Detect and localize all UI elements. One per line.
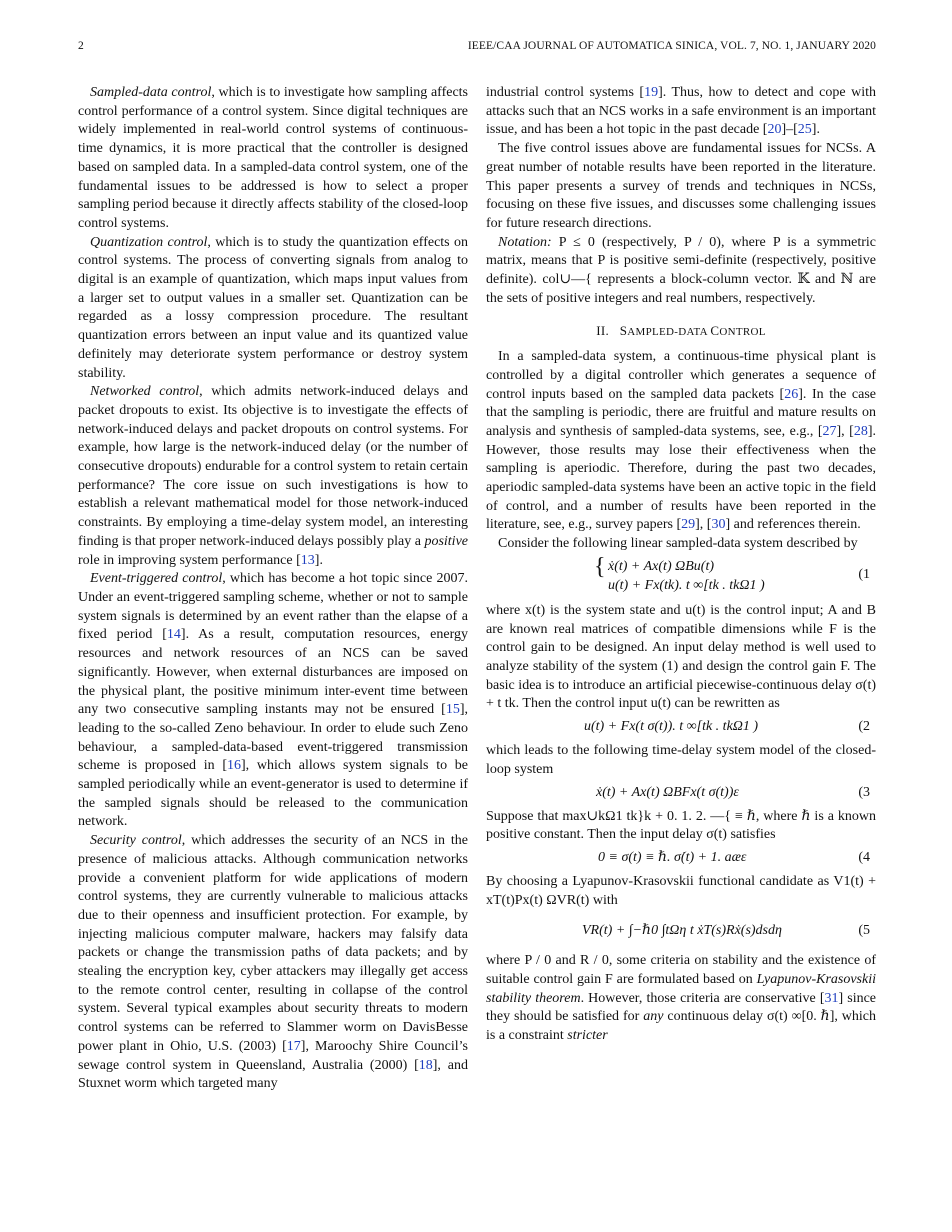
paragraph-sampled-data: Sampled-data control, which is to investigate how sampling affects control performance of a control system. Since digital techniques are widely implemented in real-world control systems of continuous-time dynamics, it is more practical that the controller is designed based on sampled data. In a sampled-data control system, one of the fundamental issues to be addressed is how to select a proper sampling period because it directly affects stability of the closed-loop control systems. (78, 85, 468, 231)
citation-link[interactable]: 14 (166, 627, 181, 643)
left-column (78, 84, 468, 1094)
citation-link[interactable]: 18 (418, 1057, 433, 1073)
equation-5: VR(t) + ∫−ℏ0 ∫tΩη t ẋT(s)Rẋ(s)dsdη (5 (486, 914, 876, 948)
citation-link[interactable]: 26 (784, 386, 799, 402)
journal-title: IEEE/CAA JOURNAL OF AUTOMATICA SINICA, VOL. 7, NO. 1, JANUARY 2020 (467, 40, 876, 52)
paragraph-five-issues: The five control issues above are fundamental issues for NCSs. A great number of notable results have been reported in the literature. This paper presents a survey of trends and techniques in NCSs, focusing on these five issues, and discusses some challenging issues for future research directions. (486, 141, 876, 231)
page-number: 2 (78, 40, 84, 52)
citation-link[interactable]: 27 (822, 423, 837, 439)
paragraph-sampled-intro: In a sampled-data system, a continuous-time physical plant is controlled by a digital controller which generates a sequence of control inputs based on the sampled data packets [26]. In the case that the sampling is periodic, there are fruitful and mature results on analysis and synthesis of sampled-data systems, see, e.g., [27], [28]. However, those results may lose their effectiveness when the sampling is aperiodic. Therefore, during the past two decades, aperiodic sampled-data systems have been an active topic in the field of control, and a number of results have been reported in the literature, see, e.g., survey papers [29], [30] and references therein. (486, 349, 877, 533)
right-column (486, 84, 876, 1046)
paragraph-continuation: industrial control systems [19]. Thus, how to detect and cope with attacks such that an NCS works in a safe environment is an important issue, and has been a hot topic in the past decade [20]–[25]. (486, 85, 876, 138)
paragraph-notation: Notation: P ≤ 0 (respectively, P / 0), where P is a symmetric matrix, means that P is positive semi-definite (respectively, positive definite). col∪—{ represents a block-column vector. 𝕂 and ℕ are the sets of positive integers and real numbers, respectively. (486, 234, 876, 306)
equation-brace: { (594, 553, 606, 580)
paragraph-event-triggered: Event-triggered control, which has become a hot topic since 2007. Under an event-triggered sampling scheme, whether or not to sample system signals is determined by an event rather than the elapse of a fixed period [14]. As a result, computation resources, energy resources and network resources of an NCS can be saved significantly. However, when external disturbances are imposed on the physical plant, the positive minimum inter-event time between any two consecutive sampling instants may not be ensured [15], leading to the so-called Zeno behaviour. In order to elude such Zeno behaviour, a sampled-data-based event-triggered transmission scheme is proposed in [16], which allows system signals to be sampled periodically while an event-generator is used to determine if the sampled signals should be released to the communication network. (78, 571, 469, 830)
citation-link[interactable]: 15 (445, 702, 460, 718)
citation-link[interactable]: 16 (227, 758, 241, 774)
paragraph-consider: Consider the following linear sampled-data system described by (498, 536, 858, 552)
paragraph-networked: Networked control, which admits network-induced delays and packet dropouts to exist. Its objective is to investigate the effects of network-induced delays and packet dropouts on control systems. For example, how large is the network-induced delay (or the number of consecutive dropouts) endurable for a control system to retain certain performance? The core issue on such investigations is how to establish a relevant mathematical model for those network-induced constraints. By employing a time-delay system model, an interesting finding is that proper network-induced delays possibly play a positive role in improving system performance [13]. (78, 384, 468, 568)
equation-number: (2 (858, 719, 870, 735)
citation-link[interactable]: 31 (824, 990, 839, 1006)
equation-number: (1 (858, 566, 870, 582)
paragraph-security: Security control, which addresses the security of an NCS in the presence of malicious attacks. Although communication networks provide a convenient platform for wide applications of modern control systems, they are currently vulnerable to malicious attacks due to their openness and insufficient protection. For example, by injecting malicious computer malware, hackers may falsify data packets or change the transmission paths of data packets; and by stealing the encryption key, cyber attackers may illegally get access to the remote control center, resulting in collapse of the control system. Several typical examples about security threats to modern control systems can be referred to Slammer worm on DavisBesse power plant in Ohio, U.S. (2003) [17], Maroochy Shire Council’s sewage control system in Queensland, Australia (2000) [18], and Stuxnet worm which targeted many (78, 833, 469, 1092)
citation-link[interactable]: 19 (644, 85, 659, 100)
citation-link[interactable]: 20 (767, 122, 782, 138)
citation-link[interactable]: 28 (853, 423, 868, 439)
equation-number: (5 (858, 923, 870, 939)
equation-3: ẋ(t) + Ax(t) ΩBFx(t σ(t))ε (3 (486, 784, 876, 804)
citation-link[interactable]: 30 (711, 517, 726, 533)
equation-4: 0 ≡ σ(t) ≡ ℏ. σ̇(t) + 1. aæε (4 (486, 849, 876, 869)
citation-link[interactable]: 25 (797, 122, 812, 138)
equation-1: { ẋ(t) + Ax(t) ΩBu(t) u(t) + Fx(tk). t ∞[tk . tkΩ1 ) (1 (594, 553, 870, 593)
paragraph-lyapunov: By choosing a Lyapunov-Krasovskii functional candidate as V1(t) + xT(t)Px(t) ΩVR(t) with (486, 873, 876, 908)
paragraph-after-eq1: where x(t) is the system state and u(t) is the control input; A and B are known real matrices of compatible dimensions while F is the control gain to be designed. An input delay method is well used to analyze stability of the system (1) and design the control gain F. The basic idea is to introduce an artificial piecewise-continuous delay σ(t) + t tk. Then the control input u(t) can be rewritten as (486, 602, 876, 712)
paragraph-after-eq2: which leads to the following time-delay system model of the closed-loop system (486, 743, 876, 777)
equation-number: (4 (858, 849, 870, 865)
citation-link[interactable]: 17 (286, 1038, 301, 1054)
equation-2: u(t) + Fx(t σ(t)). t ∞[tk . tkΩ1 ) (2 (486, 718, 876, 738)
citation-link[interactable]: 13 (300, 552, 315, 568)
paragraph-suppose: Suppose that max∪kΩ1 tk}k + 0. 1. 2. —{ ≡ ℏ, where ℏ is a known positive constant. Then the input delay σ(t) satisfies (486, 808, 876, 843)
citation-link[interactable]: 29 (681, 517, 696, 533)
equation-number: (3 (858, 784, 870, 800)
section-heading: II. SAMPLED-DATA CONTROL (596, 323, 766, 339)
paragraph-quantization: Quantization control, which is to study the quantization effects on control systems. The process of converting signals from analog to digital is an example of quantization, which maps input values from a larger set to output values in a smaller set. Quantization can be regarded as a lossy compression procedure. The resultant quantization errors between an input value and its quantized value definitely may deteriorate system performance or destroy system stability. (78, 234, 469, 381)
paragraph-criteria: where P / 0 and R / 0, some criteria on stability and the existence of suitable control gain F are formulated based on Lyapunov-Krasovskii stability theorem. However, those criteria are conservative [31] since they should be satisfied for any continuous delay σ(t) ∞[0. ℏ], which is a constraint stricter (486, 953, 877, 1044)
